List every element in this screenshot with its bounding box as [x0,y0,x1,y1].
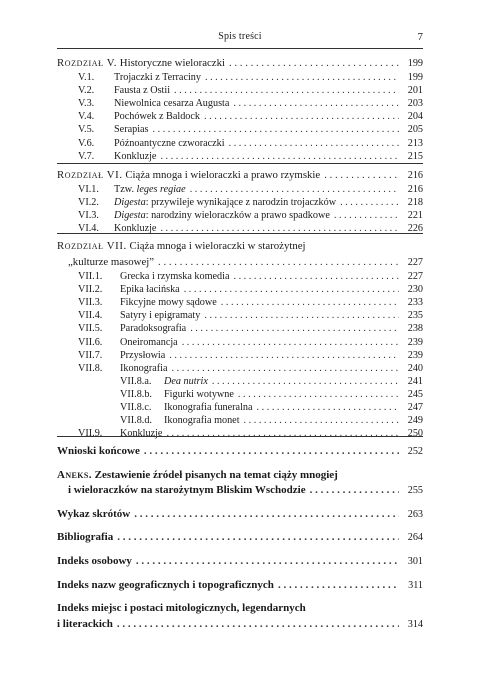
page-ref: 218 [407,197,423,209]
chapter-7-entry[interactable] [68,256,423,268]
chapter-7-title-line1[interactable] [57,240,306,252]
section-number: VI.2. [78,197,99,209]
entry-title-cont: i literackich [57,618,113,630]
section-title: Trojaczki z Terraciny [114,72,201,83]
section-title: Fikcyjne mowy sądowe [120,297,217,309]
skroty-entry[interactable] [57,508,423,520]
leader-dots [340,197,399,208]
leader-dots [158,256,399,268]
leader-dots [166,428,399,439]
section-number: VII.8. [78,362,103,374]
indeks-miejsc-entry[interactable] [57,618,423,630]
leader-dots [117,618,399,630]
bibliografia-entry[interactable] [57,531,423,543]
page-ref: 203 [407,98,423,110]
leader-dots [324,169,399,181]
section-number: VII.7. [78,349,103,361]
toc-subentry[interactable] [78,138,423,149]
toc-subentry[interactable] [78,124,423,135]
leader-dots [205,72,399,83]
leader-dots [244,415,399,426]
section-title [164,389,234,400]
entry-title: Indeks osobowy [57,555,132,567]
running-title: Spis treści [218,31,262,42]
toc-subentry[interactable] [78,98,423,109]
leader-dots [153,124,399,135]
leader-dots [184,284,399,295]
page-ref: 216 [407,184,423,195]
page-ref: 311 [408,580,423,591]
chapter-label: Rozdział VII. [57,240,127,252]
indeks-miejsc-line1[interactable] [57,602,306,614]
indeks-osobowy-entry[interactable] [57,555,423,567]
page-ref: 226 [407,223,423,235]
title-part: : narodziny wieloraczków a prawo spadkowe [145,210,330,222]
chapter-title: Ciąża mnoga i wieloraczki w starożytnej [126,240,306,252]
running-header [57,31,423,45]
section-number: VII.8.a. [120,375,152,387]
section-title [164,376,208,387]
page-number: 7 [417,31,423,43]
page-ref: 249 [407,415,423,427]
leader-dots [334,210,399,221]
toc-subentry[interactable] [78,271,423,282]
section-number: VII.8.d. [120,415,152,427]
leader-dots [190,184,399,195]
toc-subentry[interactable] [120,415,423,426]
toc-subentry[interactable] [78,111,423,122]
section-separator [57,233,423,234]
section-title: Satyry i epigramaty [120,310,201,322]
section-number: VII.3. [78,297,103,309]
italic-title-part: Dea nutrix [164,375,208,387]
page-ref: 250 [407,428,423,440]
leader-dots [160,151,399,162]
section-title: Serapias [114,124,149,136]
section-title: Oneiromancja [120,336,178,348]
toc-subentry[interactable] [78,337,423,348]
section-title: Fausta z Ostii [114,85,171,97]
title-part: Konkluzje [114,223,157,235]
toc-subentry[interactable] [120,402,423,413]
page-ref: 216 [407,170,423,181]
toc-subentry[interactable] [78,297,423,308]
section-number: VI.1. [78,184,99,195]
italic-title-part: leges regiae [136,184,186,195]
italic-title-part: Digesta [114,197,146,209]
chapter-title: Ciąża mnoga i wieloraczki a prawo rzymskie [122,169,321,181]
toc-subentry[interactable] [78,197,423,208]
toc-subentry[interactable] [78,323,423,334]
wnioski-entry[interactable] [57,445,423,457]
page-ref: 255 [407,485,423,496]
leader-dots [238,389,399,400]
page-ref: 233 [407,297,423,309]
leader-dots [212,376,399,387]
entry-title: Wnioski końcowe [57,445,140,457]
page-ref: 239 [407,349,423,361]
page-ref: 241 [407,375,423,387]
page-ref: 235 [407,310,423,322]
page-ref: 201 [407,85,423,97]
page-ref: 238 [407,323,423,335]
toc-subentry[interactable] [78,428,423,439]
toc-subentry[interactable] [78,151,423,162]
leader-dots [204,111,399,122]
italic-title-part: Digesta [114,210,146,222]
page-ref: 264 [407,532,423,543]
toc-subentry[interactable] [120,376,423,387]
page-ref: 245 [407,388,423,400]
section-number: V.7. [78,150,95,162]
section-title: Konkluzje [120,428,163,440]
section-title: Ikonografia [120,362,168,374]
section-number: VII.1. [78,271,103,282]
chapter-5-entry[interactable] [57,57,423,69]
leader-dots [144,445,399,457]
chapter-title-cont: „kulturze masowej” [68,256,155,268]
section-title: Epika łacińska [120,284,180,296]
toc-subentry[interactable] [78,210,423,221]
leader-dots [204,310,399,321]
page-ref: 205 [407,124,423,136]
section-number: VII.8.b. [120,388,152,400]
toc-subentry[interactable] [78,363,423,374]
leader-dots [169,350,399,361]
section-title: Paradoksografia [120,323,187,335]
page-ref: 240 [407,362,423,374]
leader-dots [182,337,399,348]
header-rule [57,48,423,49]
title-part: Figurki wotywne [164,388,234,400]
page-ref: 247 [407,402,423,413]
section-number: V.5. [78,124,95,136]
toc-subentry[interactable] [78,85,423,96]
section-title: Przysłowia [120,349,166,361]
section-title [114,210,330,221]
aneks-title-cont: i wieloraczków na starożytnym Bliskim Wschodzie [68,484,306,496]
section-title: Grecka i rzymska komedia [120,271,230,282]
entry-title: Bibliografia [57,531,114,543]
section-number: VII.5. [78,323,103,335]
aneks-label: Aneks. [57,469,92,481]
entry-title: Indeks miejsc i postaci mitologicznych, legendarnych [57,602,306,614]
section-separator [57,436,423,437]
title-part: Ikonografia funeralna [164,402,253,413]
title-part: Ikonografia monet [164,415,240,427]
leader-dots [233,98,399,109]
page-ref: 252 [407,446,423,457]
section-number: V.3. [78,98,95,110]
chapter-title: Historyczne wieloraczki [117,57,225,69]
leader-dots [229,57,399,69]
section-number: VI.4. [78,223,99,235]
leader-dots [221,297,399,308]
chapter-label: Rozdział VI. [57,169,123,181]
page-ref: 314 [407,619,423,630]
leader-dots [257,402,399,413]
section-number: VI.3. [78,210,99,222]
chapter-6-entry[interactable] [57,169,423,181]
page-ref: 221 [407,210,423,222]
page-ref: 227 [407,257,423,268]
leader-dots [229,138,399,149]
section-number: VII.9. [78,428,103,440]
page-ref: 204 [407,111,423,123]
toc-subentry[interactable] [78,284,423,295]
section-title [114,184,186,195]
entry-title: Indeks nazw geograficznych i topograficznych [57,579,274,591]
page-ref: 227 [407,271,423,282]
toc-subentry[interactable] [120,389,423,400]
page-ref: 239 [407,336,423,348]
aneks-entry[interactable] [68,484,423,496]
section-number: V.4. [78,111,95,123]
page-ref: 230 [407,284,423,296]
section-title [164,415,240,426]
toc-subentry[interactable] [78,310,423,321]
section-number: VII.2. [78,284,103,296]
section-number: VII.4. [78,310,103,322]
leader-dots [172,363,399,374]
leader-dots [310,484,399,496]
aneks-title: Zestawienie źródeł pisanych na temat ciąży mnogiej [91,469,338,481]
section-number: V.1. [78,72,95,83]
chapter-label: Rozdział V. [57,57,118,69]
section-title: Pochówek z Baldock [114,111,201,123]
toc-subentry[interactable] [78,184,423,195]
leader-dots [190,323,399,334]
page-ref: 263 [407,509,423,520]
entry-title: Wykaz skrótów [57,508,131,520]
page-ref: 213 [407,137,423,149]
page-ref: 199 [407,72,423,83]
leader-dots [136,555,399,567]
section-number: V.6. [78,137,95,149]
section-number: VII.6. [78,336,103,348]
section-title [114,197,336,208]
page-ref: 301 [407,556,423,567]
toc-subentry[interactable] [78,72,423,83]
section-title: Późnoantyczne czworaczki [114,137,225,149]
section-title: Niewolnica cesarza Augusta [114,98,230,110]
leader-dots [134,508,399,520]
section-title: Konkluzje [114,150,157,162]
leader-dots [174,85,399,96]
aneks-title-line1[interactable] [57,469,338,481]
page-ref: 199 [407,58,423,69]
leader-dots [117,531,399,543]
section-title [164,402,253,413]
toc-subentry[interactable] [78,350,423,361]
leader-dots [233,271,399,282]
title-part: : przywileje wynikające z narodzin trojaczków [145,197,337,209]
page-ref: 215 [407,150,423,162]
section-number: V.2. [78,85,95,97]
section-separator [57,163,423,164]
section-number: VII.8.c. [120,402,152,413]
indeks-geo-entry[interactable] [57,579,423,591]
leader-dots [278,579,399,591]
title-part: Tzw. [114,184,137,195]
